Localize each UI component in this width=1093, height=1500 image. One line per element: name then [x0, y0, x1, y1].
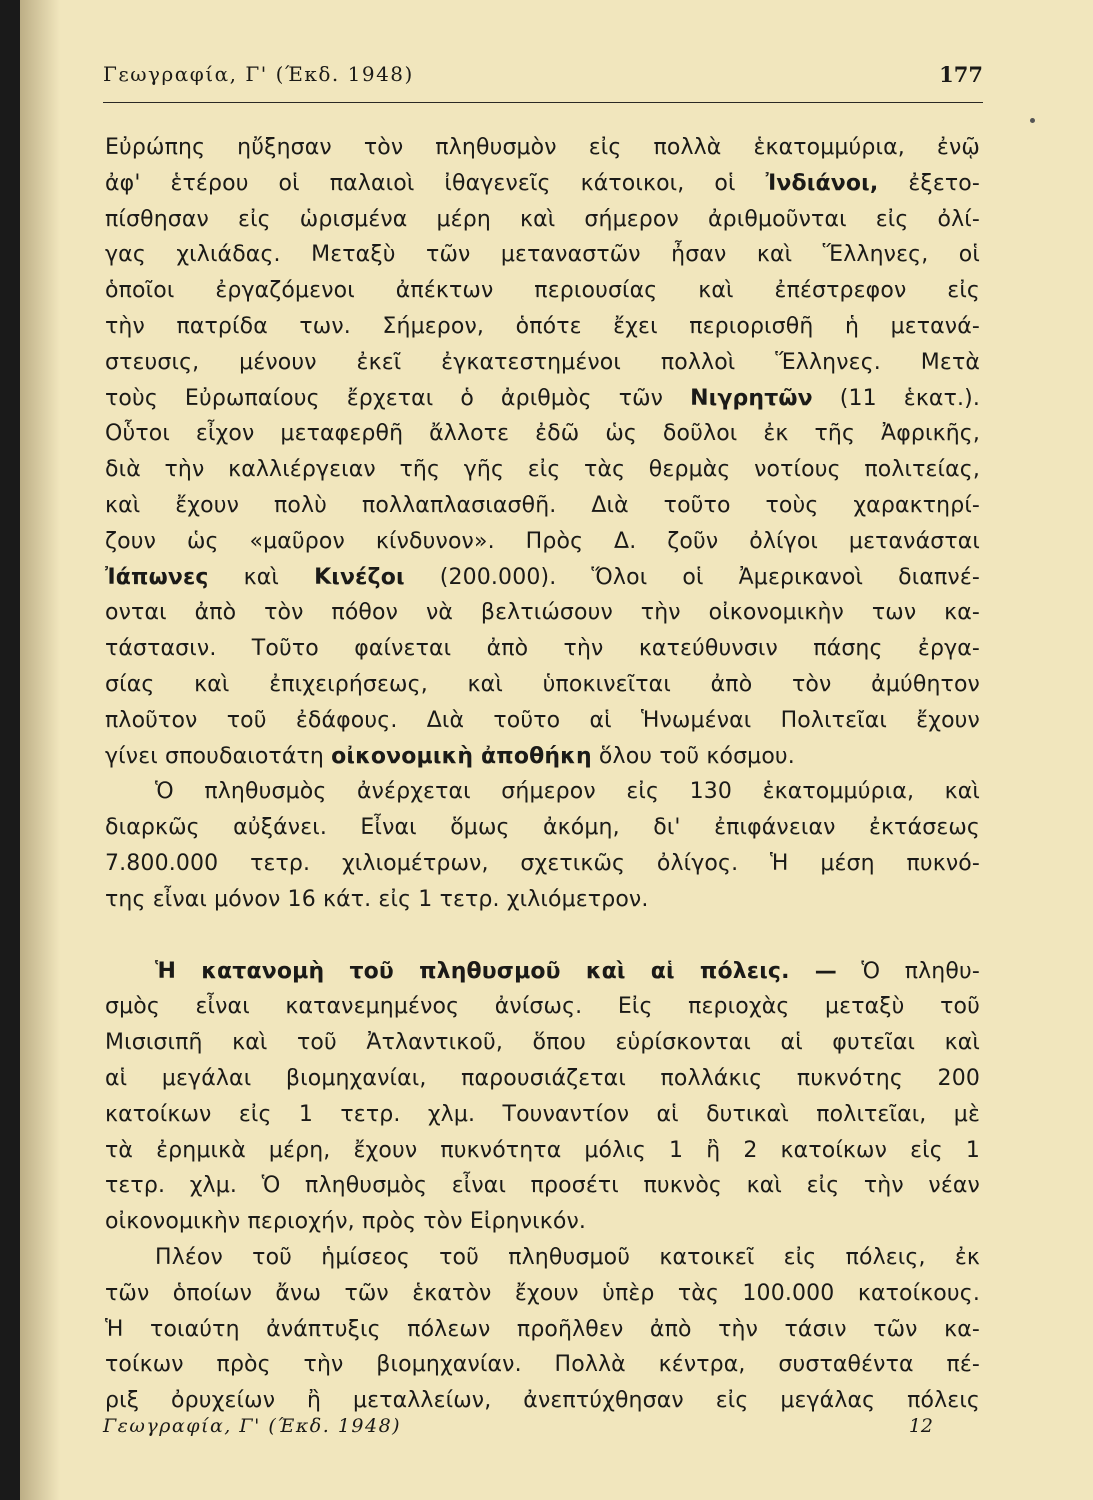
- page-number: 177: [939, 62, 983, 87]
- text-line: ονται ἀπὸ τὸν πόθον νὰ βελτιώσουν τὴν οἰκονομικὴν των κα-: [105, 600, 980, 626]
- text-line: καὶ ἔχουν πολὺ πολλαπλασιασθῆ. Διὰ τοῦτο τοὺς χαρακτηρί-: [105, 492, 980, 518]
- section-gap: [105, 918, 980, 954]
- bold-term-negroes: Νιγρητῶν: [690, 385, 813, 411]
- text-line: Πλέον τοῦ ἡμίσεος τοῦ πληθυσμοῦ κατοικεῖ εἰς πόλεις, ἐκ: [155, 1244, 980, 1270]
- text-line: Ἡ κατανομὴ τοῦ πληθυσμοῦ καὶ αἱ πόλεις. — Ὁ πληθυ-: [155, 958, 980, 984]
- text-line: ριξ ὀρυχείων ἢ μεταλλείων, ἀνεπτύχθησαν εἰς μεγάλας πόλεις: [105, 1388, 980, 1414]
- header-title: Γεωγραφία, Γ' (Έκδ. 1948): [103, 62, 414, 86]
- text-line: κατοίκων εἰς 1 τετρ. χλμ. Τουναντίον αἱ δυτικαὶ πολιτεῖαι, μὲ: [105, 1101, 980, 1127]
- text-line: στευσις, μένουν ἐκεῖ ἐγκατεστημένοι πολλοὶ Ἕλληνες. Μετὰ: [105, 349, 980, 375]
- text-line: 7.800.000 τετρ. χιλιομέτρων, σχετικῶς ὀλίγος. Ἡ μέση πυκνό-: [105, 850, 980, 876]
- text-line: αἱ μεγάλαι βιομηχανίαι, παρουσιάζεται πολλάκις πυκνότης 200: [105, 1065, 980, 1091]
- signature-footer: [103, 1415, 983, 1449]
- text-line: τοίκων πρὸς τὴν βιομηχανίαν. Πολλὰ κέντρα, συσταθέντα πέ-: [105, 1352, 980, 1378]
- text-line: πίσθησαν εἰς ὡρισμένα μέρη καὶ σήμερον ἀριθμοῦνται εἰς ὀλί-: [105, 206, 980, 232]
- text-line: τὰ ἐρημικὰ μέρη, ἔχουν πυκνότητα μόλις 1 ἢ 2 κατοίκων εἰς 1: [105, 1137, 980, 1163]
- text-line: οἰκονομικὴν περιοχήν, πρὸς τὸν Εἰρηνικόν.: [105, 1209, 587, 1235]
- text-line: Μισισιπῆ καὶ τοῦ Ἀτλαντικοῦ, ὅπου εὑρίσκονται αἱ φυτεῖαι καὶ: [105, 1030, 980, 1056]
- text-line: γας χιλιάδας. Μεταξὺ τῶν μεταναστῶν ἦσαν καὶ Ἕλληνες, οἱ: [105, 242, 980, 268]
- text-line: διαρκῶς αὐξάνει. Εἶναι ὅμως ἀκόμη, δι' ἐπιφάνειαν ἐκτάσεως: [105, 815, 980, 841]
- text-line: πλοῦτον τοῦ ἐδάφους. Διὰ τοῦτο αἱ Ἡνωμέναι Πολιτεῖαι ἔχουν: [105, 707, 980, 733]
- text-line: τετρ. χλμ. Ὁ πληθυσμὸς εἶναι προσέτι πυκνὸς καὶ εἰς τὴν νέαν: [105, 1173, 980, 1199]
- bold-term-japanese: Ἰάπωνες: [105, 564, 209, 590]
- text-line: ἀφ' ἑτέρου οἱ παλαιοὶ ἰθαγενεῖς κάτοικοι, οἱ Ἰνδιάνοι, ἐξετο-: [105, 170, 980, 196]
- text-line: Ἰάπωνες καὶ Κινέζοι (200.000). Ὅλοι οἱ Ἀμερικανοὶ διαπνέ-: [105, 564, 980, 590]
- text-line: Εὐρώπης ηὔξησαν τὸν πληθυσμὸν εἰς πολλὰ ἑκατομμύρια, ἐνῷ: [105, 135, 980, 160]
- text-line: Ὁ πληθυσμὸς ἀνέρχεται σήμερον εἰς 130 ἑκατομμύρια, καὶ: [155, 779, 980, 805]
- text-line: ζουν ὡς «μαῦρον κίνδυνον». Πρὸς Δ. ζοῦν ὀλίγοι μετανάσται: [105, 528, 980, 554]
- book-page: [20, 0, 1093, 1500]
- text-line: σμὸς εἶναι κατανεμημένος ἀνίσως. Εἰς περιοχὰς μεταξὺ τοῦ: [105, 994, 980, 1020]
- bold-term-chinese: Κινέζοι: [314, 564, 405, 590]
- section-heading: Ἡ κατανομὴ τοῦ πληθυσμοῦ καὶ αἱ πόλεις. —: [155, 958, 837, 984]
- paper-speck: [1030, 118, 1035, 123]
- text-line: ὁποῖοι ἐργαζόμενοι ἀπέκτων περιουσίας καὶ ἐπέστρεφον εἰς: [105, 278, 980, 304]
- running-header: [103, 62, 983, 103]
- text-line: Οὗτοι εἶχον μεταφερθῆ ἄλλοτε ἐδῶ ὡς δοῦλοι ἐκ τῆς Ἀφρικῆς,: [105, 421, 980, 447]
- page-gutter-shadow: [20, 0, 60, 1500]
- text-line: γίνει σπουδαιοτάτη οἰκονομικὴ ἀποθήκη ὅλου τοῦ κόσμου.: [105, 743, 795, 769]
- text-line: διὰ τὴν καλλιέργειαν τῆς γῆς εἰς τὰς θερμὰς νοτίους πολιτείας,: [105, 457, 980, 483]
- bold-term-indians: Ἰνδιάνοι,: [765, 170, 879, 196]
- text-line: της εἶναι μόνον 16 κάτ. εἰς 1 τετρ. χιλιόμετρον.: [105, 886, 649, 912]
- body-text: [105, 130, 980, 1419]
- text-line: τῶν ὁποίων ἄνω τῶν ἑκατὸν ἔχουν ὑπὲρ τὰς 100.000 κατοίκους.: [105, 1280, 980, 1306]
- signature-mark: 12: [908, 1415, 933, 1437]
- text-line: τάστασιν. Τοῦτο φαίνεται ἀπὸ τὴν κατεύθυνσιν πάσης ἐργα-: [105, 636, 980, 662]
- text-line: τὴν πατρίδα των. Σήμερον, ὁπότε ἔχει περιορισθῆ ἡ μετανά-: [105, 313, 980, 339]
- text-line: τοὺς Εὐρωπαίους ἔρχεται ὁ ἀριθμὸς τῶν Νιγρητῶν (11 ἑκατ.).: [105, 385, 980, 411]
- footer-title: Γεωγραφία, Γ' (Έκδ. 1948): [103, 1415, 402, 1437]
- text-line: σίας καὶ ἐπιχειρήσεως, καὶ ὑποκινεῖται ἀπὸ τὸν ἀμύθητον: [105, 671, 980, 697]
- text-line: Ἡ τοιαύτη ἀνάπτυξις πόλεων προῆλθεν ἀπὸ τὴν τάσιν τῶν κα-: [105, 1316, 980, 1342]
- bold-term-economic-warehouse: οἰκονομικὴ ἀποθήκη: [331, 743, 592, 769]
